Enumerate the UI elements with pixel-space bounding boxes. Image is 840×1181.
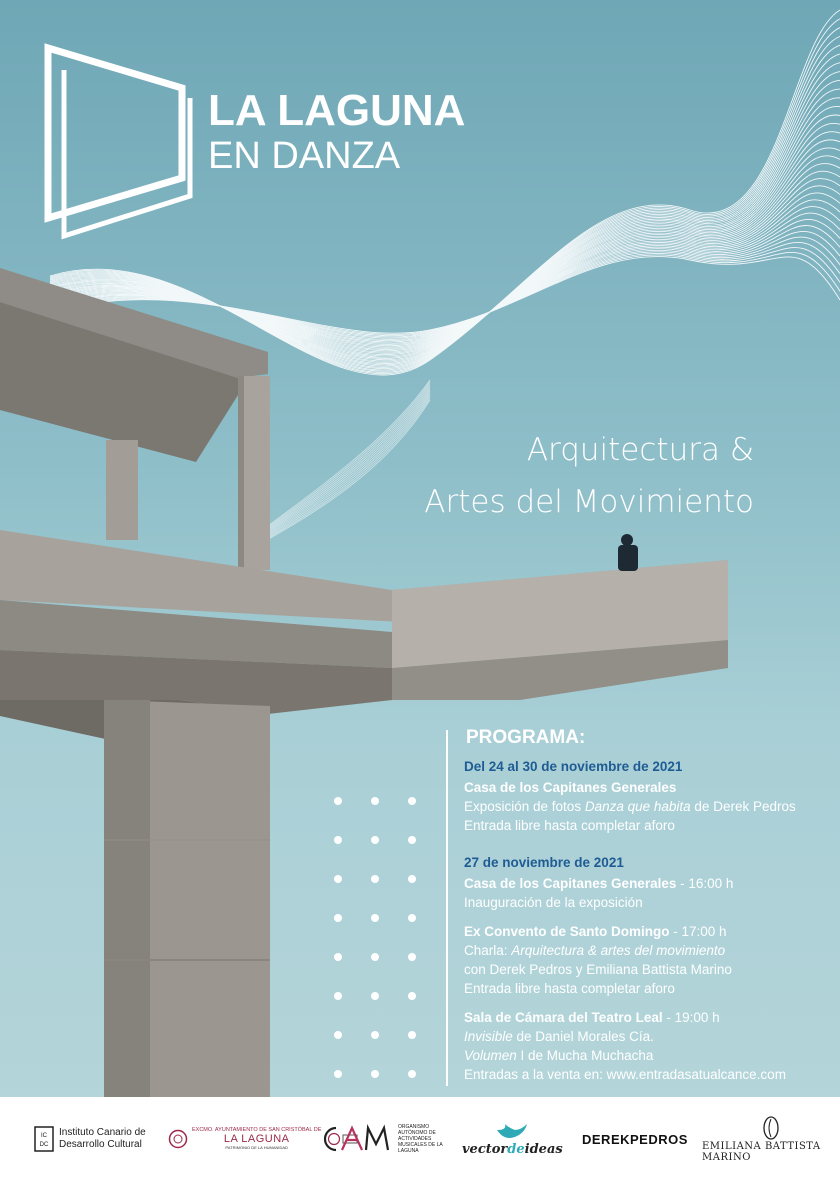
event-2-header — [464, 874, 824, 893]
icdc-line-2: Desarrollo Cultural — [59, 1139, 142, 1150]
decorative-dot — [408, 797, 416, 805]
vector-text-3: ideas — [524, 1141, 563, 1157]
event-1-access: Entrada libre hasta completar aforo — [464, 818, 675, 833]
vector-text-1: vector — [462, 1141, 508, 1157]
decorative-dot — [371, 875, 379, 883]
event-2-time: - 16:00 h — [676, 876, 734, 891]
event-1-text: Exposición de fotos — [464, 799, 585, 814]
headline — [424, 424, 754, 528]
decorative-dot — [408, 914, 416, 922]
vectordeideas-logo — [462, 1097, 563, 1181]
program-divider — [446, 730, 448, 1086]
svg-text:DC: DC — [39, 1142, 49, 1148]
decorative-dot — [334, 953, 342, 961]
icdc-logo — [34, 1097, 146, 1181]
wave-line — [250, 380, 430, 540]
event-2-description: Inauguración de la exposición — [464, 895, 643, 910]
wave-line — [50, 10, 840, 375]
event-4-piece-1-title: Invisible — [464, 1029, 513, 1044]
decorative-dot — [371, 953, 379, 961]
program-date-1: Del 24 al 30 de noviembre de 2021 — [464, 759, 683, 774]
bird-icon — [495, 1122, 529, 1142]
leaf-icon — [760, 1115, 782, 1141]
event-3-label: Charla: — [464, 943, 512, 958]
event-3-description — [464, 941, 824, 960]
derekpedros-text: DEREKPEDROS — [582, 1131, 688, 1147]
oam-logo — [322, 1097, 456, 1181]
decorative-dot — [334, 992, 342, 1000]
decorative-dot — [334, 1031, 342, 1039]
wave-line — [250, 384, 430, 542]
decorative-dot — [408, 992, 416, 1000]
ayuntamiento-small: EXCMO. AYUNTAMIENTO DE SAN CRISTÓBAL DE — [192, 1126, 322, 1133]
program-date-2: 27 de noviembre de 2021 — [464, 855, 624, 870]
decorative-dot — [371, 914, 379, 922]
oam-text: ORGANISMO AUTÓNOMO DE ACTIVIDADES MUSICALES DE LA LAGUNA — [398, 1124, 443, 1154]
decorative-dot — [334, 914, 342, 922]
wave-line — [250, 382, 430, 541]
decorative-dot — [408, 1070, 416, 1078]
headline-line-2: Artes del Movimiento — [424, 484, 754, 520]
logo-mark-icon — [48, 48, 190, 236]
decorative-dot — [371, 836, 379, 844]
program — [464, 728, 824, 1094]
decorative-dot — [408, 875, 416, 883]
decorative-dot — [371, 1031, 379, 1039]
icdc-line-1: Instituto Canario de — [59, 1127, 146, 1138]
logo-title: LA LAGUNA — [208, 86, 466, 135]
event-3-talk-title: Arquitectura & artes del movimiento — [511, 943, 726, 958]
oam-mark-icon — [322, 1124, 394, 1154]
event-4-piece-1-author: de Daniel Morales Cía. — [512, 1029, 654, 1044]
decorative-dot — [334, 836, 342, 844]
event-4-time: - 19:00 h — [662, 1010, 720, 1025]
icdc-mark-icon — [34, 1126, 54, 1152]
derekpedros-logo — [582, 1097, 688, 1181]
event-1-venue: Casa de los Capitanes Generales — [464, 780, 677, 795]
event-4-piece-2-title: Volumen — [464, 1048, 517, 1063]
headline-line-1: Arquitectura & — [526, 432, 754, 468]
decorative-dot — [334, 797, 342, 805]
event-2 — [464, 874, 824, 912]
event-3-speakers: con Derek Pedros y Emiliana Battista Marino — [464, 962, 732, 977]
program-title: PROGRAMA: — [466, 727, 586, 748]
decorative-dot — [408, 953, 416, 961]
event-3-time: - 17:00 h — [669, 924, 727, 939]
event-2-venue: Casa de los Capitanes Generales — [464, 876, 677, 891]
event-4-piece-2 — [464, 1046, 824, 1065]
event-1-description — [464, 797, 824, 816]
decorative-dot — [371, 797, 379, 805]
logo-subtitle: EN DANZA — [208, 135, 401, 177]
decorative-dot — [334, 875, 342, 883]
event-4-venue: Sala de Cámara del Teatro Leal — [464, 1010, 663, 1025]
wave-line — [250, 389, 430, 544]
sponsor-footer — [0, 1097, 840, 1181]
emiliana-logo — [702, 1097, 840, 1181]
svg-text:IC: IC — [41, 1133, 47, 1139]
event-3-venue: Ex Convento de Santo Domingo — [464, 924, 670, 939]
decorative-dot — [408, 836, 416, 844]
decorative-dot — [371, 992, 379, 1000]
event-3-access: Entrada libre hasta completar aforo — [464, 981, 675, 996]
ayuntamiento-tag: PATRIMONIO DE LA HUMANIDAD — [225, 1145, 288, 1150]
event-1 — [464, 778, 824, 835]
decorative-dot — [334, 1070, 342, 1078]
wave-line — [50, 28, 840, 373]
event-4-piece-1 — [464, 1027, 824, 1046]
event-4 — [464, 1008, 824, 1084]
event-1-work-title: Danza que habita — [584, 799, 691, 814]
ayuntamiento-name: LA LAGUNA — [223, 1133, 290, 1145]
event-3 — [464, 922, 824, 998]
emiliana-text: EMILIANA BATTISTA MARINO — [702, 1141, 821, 1163]
event-4-piece-2-author: I de Mucha Muchacha — [516, 1048, 654, 1063]
decorative-dot — [408, 1031, 416, 1039]
decorative-dot — [371, 1070, 379, 1078]
event-4-tickets[interactable]: Entradas a la venta en: www.entradasatualcance.com — [464, 1067, 786, 1082]
wave-line — [50, 19, 840, 374]
logo — [208, 88, 465, 178]
seal-icon — [168, 1129, 188, 1149]
event-3-header — [464, 922, 824, 941]
event-1-author: de Derek Pedros — [690, 799, 796, 814]
vector-text-2: de — [507, 1141, 525, 1157]
event-4-header — [464, 1008, 824, 1027]
